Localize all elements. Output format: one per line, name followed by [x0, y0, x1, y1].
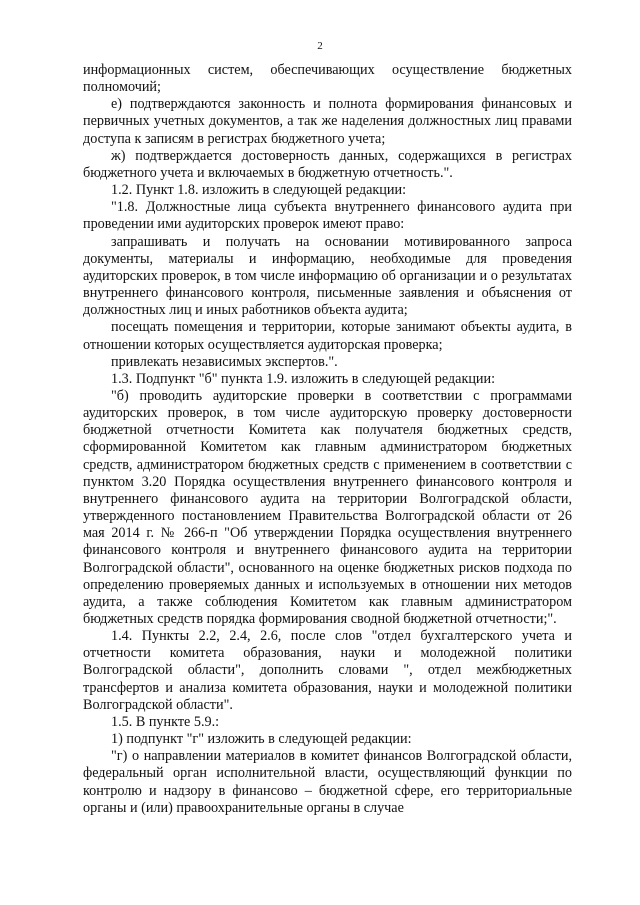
- paragraph-item-b: "б) проводить аудиторские проверки в соответствии с программами аудиторских проверок, в том числе аудиторскую проверку достоверности бюджетной отчетности Комитета как получателя бюджетных средств, сформированной Комитетом как главным администратором бюджетных средств, администратором бюджетных средств с применением в соответствии с пунктом 3.20 Порядка осуществления внутреннего финансового контроля и внутреннего финансового аудита на территории Волгоградской области, утвержденного постановлением Правительства Волгоградской области от 26 мая 2014 г. № 266-п "Об утверждении Порядка осуществления внутреннего финансового контроля и внутреннего финансового аудита на территории Волгоградской области", основанного на оценке бюджетных рисков подхода по определению проверяемых данных и используемых в отношении них методов аудита, а также соблюдения Комитетом как главным администратором бюджетных средств порядка формирования сводной бюджетной отчетности;".: [83, 387, 572, 627]
- paragraph-1-3: 1.3. Подпункт "б" пункта 1.9. изложить в следующей редакции:: [111, 370, 496, 387]
- paragraph-visit-premises: посещать помещения и территории, которые занимают объекты аудита, в отношении которых осуществляется аудиторская проверка;: [83, 319, 572, 353]
- page-number: 2: [317, 40, 323, 52]
- paragraph-experts: привлекать независимых экспертов.".: [111, 353, 338, 370]
- paragraph-item-g: "г) о направлении материалов в комитет финансов Волгоградской области, федеральный орган исполнительной власти, осуществляющий функции по контролю и надзору в финансово – бюджетной сфере, его территориальные органы и (или) правоохранительные органы в случае: [83, 748, 572, 816]
- paragraph-1-2: 1.2. Пункт 1.8. изложить в следующей редакции:: [111, 182, 407, 199]
- paragraph-1-8-intro: "1.8. Должностные лица субъекта внутреннего финансового аудита при проведении ими аудиторских проверок имеют право:: [83, 199, 572, 233]
- paragraph-item-e: е) подтверждаются законность и полнота формирования финансовых и первичных учетных документов, а так же наделения должностных лиц правами доступа к записям в регистрах бюджетного учета;: [83, 96, 572, 147]
- paragraph-subitem-g-intro: 1) подпункт "г" изложить в следующей редакции:: [111, 731, 412, 748]
- paragraph-1-5: 1.5. В пункте 5.9.:: [111, 713, 220, 730]
- paragraph-continuation: информационных систем, обеспечивающих осуществление бюджетных полномочий;: [83, 62, 572, 96]
- document-body: [83, 62, 572, 817]
- paragraph-request-documents: запрашивать и получать на основании мотивированного запроса документы, материалы и информацию, необходимые для проведения аудиторских проверок, в том числе информацию об организации и о результатах внутреннего финансового контроля, письменные заявления и объяснения от должностных лиц и иных работников объекта аудита;: [83, 233, 572, 319]
- paragraph-item-zh: ж) подтверждается достоверность данных, содержащихся в регистрах бюджетного учета и включаемых в бюджетную отчетность.".: [83, 147, 572, 181]
- paragraph-1-4: 1.4. Пункты 2.2, 2.4, 2.6, после слов "отдел бухгалтерского учета и отчетности комитета образования, науки и молодежной политики Волгоградской области", дополнить словами ", отдел межбюджетных трансфертов и анализа комитета образования, науки и молодежной политики Волгоградской области".: [83, 628, 572, 713]
